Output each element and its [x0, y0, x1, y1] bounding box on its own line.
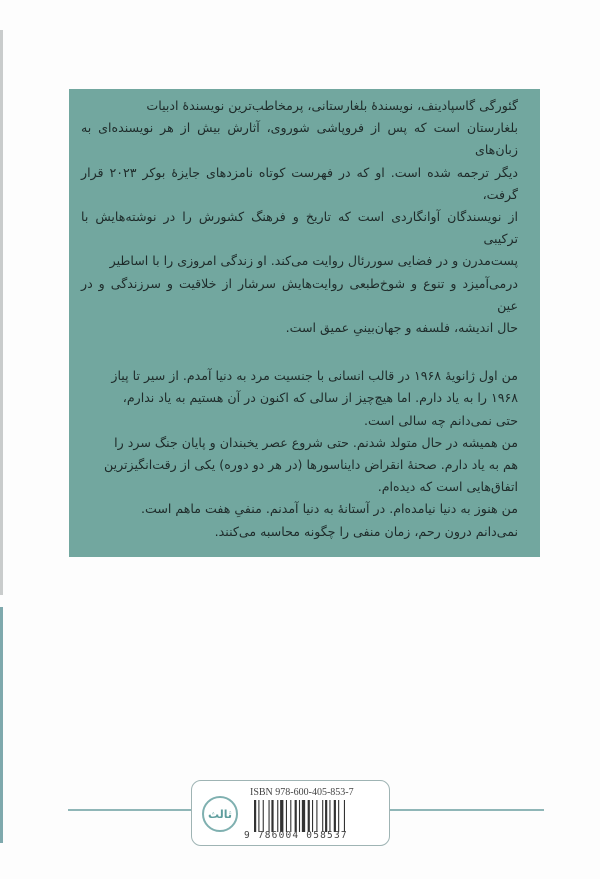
barcode-bar — [338, 800, 339, 832]
bio-line: بلغارستان است که پس از فروپاشی شوروی، آثارش بیش از هر نویسنده‌ای به زبان‌های — [81, 120, 518, 158]
barcode-bar — [295, 800, 297, 832]
barcode-bar — [325, 800, 327, 832]
barcode-bar — [299, 800, 300, 832]
barcode-icon — [254, 800, 376, 832]
barcode-bar — [286, 800, 287, 832]
barcode-bar — [334, 800, 336, 832]
publisher-logo-icon — [202, 796, 238, 832]
barcode-bar — [290, 800, 291, 832]
barcode-bar — [308, 800, 310, 832]
bio-line: از نویسندگان آوانگاردی است که تاریخ و فرهنگ کشورش را در نوشته‌هایش با ترکیبی — [81, 209, 518, 247]
bio-line: دیگر ترجمه شده است. او که در فهرست کوتاه نامزدهای جایزهٔ بوکر ۲۰۲۳ قرار گرفت، — [81, 164, 518, 202]
barcode-bar — [271, 800, 273, 832]
barcode-bar — [258, 800, 259, 832]
barcode-bar — [269, 800, 270, 832]
excerpt-line: هم به یاد دارم. صحنهٔ انقراض دایناسورها (در هر دو دوره) یکی از رقت‌انگیزترین — [104, 457, 518, 473]
isbn-text: ISBN 978-600-405-853-7 — [250, 787, 354, 798]
barcode-bar — [277, 800, 278, 832]
excerpt-line: نمی‌دانم درون رحم، زمان منفی را چگونه محاسبه می‌کنند. — [214, 523, 518, 539]
barcode-bar — [302, 800, 305, 832]
barcode-bar — [263, 800, 264, 832]
barcode-bar — [344, 800, 345, 832]
barcode-bar — [312, 800, 313, 832]
publisher-logo-text: ثالث — [207, 807, 233, 821]
cover-edge — [0, 30, 3, 595]
bio-line: حال اندیشه، فلسفه و جهان‌بینیِ عمیق است. — [285, 320, 518, 336]
barcode-bar — [329, 800, 330, 832]
barcode-bar — [254, 800, 256, 832]
excerpt-line: حتی نمی‌دانم چه سالی است. — [363, 412, 518, 428]
book-excerpt — [81, 365, 518, 543]
cover-edge-accent — [0, 607, 3, 843]
bio-line: درمی‌آمیزد و تنوع و شوخ‌طبعی روایت‌هایش سرشار از خلاقیت و سرزندگی و در عین — [81, 275, 518, 313]
barcode-digits: 9 786004 058537 — [244, 830, 348, 841]
excerpt-line: من هنوز به دنیا نیامده‌ام. در آستانهٔ به دنیا آمدنم. منفیِ هفت ماهم است. — [140, 501, 518, 517]
bio-line: پست‌مدرن و در فضایی سوررئال روایت می‌کند. او زندگی امروزی را با اساطیر — [109, 253, 518, 269]
barcode-bar — [280, 800, 283, 832]
bio-line: گئورگی گاسپادینف، نویسندهٔ بلغارستانی، پرمخاطب‌ترین نویسندهٔ ادبیات — [146, 98, 518, 113]
barcode-bar — [322, 800, 323, 832]
text-panel — [69, 89, 540, 557]
excerpt-line: اتفاق‌هایی است که دیده‌ام. — [377, 479, 518, 495]
excerpt-line: من اول ژانویهٔ ۱۹۶۸ در قالب انسانی با جنسیت مرد به دنیا آمدم. از سیر تا پیاز — [111, 368, 518, 384]
excerpt-line: من همیشه در حال متولد شدنم. حتی شروع عصر یخبندان و پایان جنگ سرد را — [114, 434, 518, 450]
divider-right — [386, 809, 544, 811]
barcode-bar — [316, 800, 317, 832]
barcode-label — [191, 780, 390, 846]
excerpt-line: ۱۹۶۸ را به یاد دارم. اما هیچ‌چیز از سالی که اکنون در آن هستیم به یاد ندارم، — [122, 390, 518, 406]
divider-left — [68, 809, 192, 811]
author-bio — [81, 95, 518, 339]
